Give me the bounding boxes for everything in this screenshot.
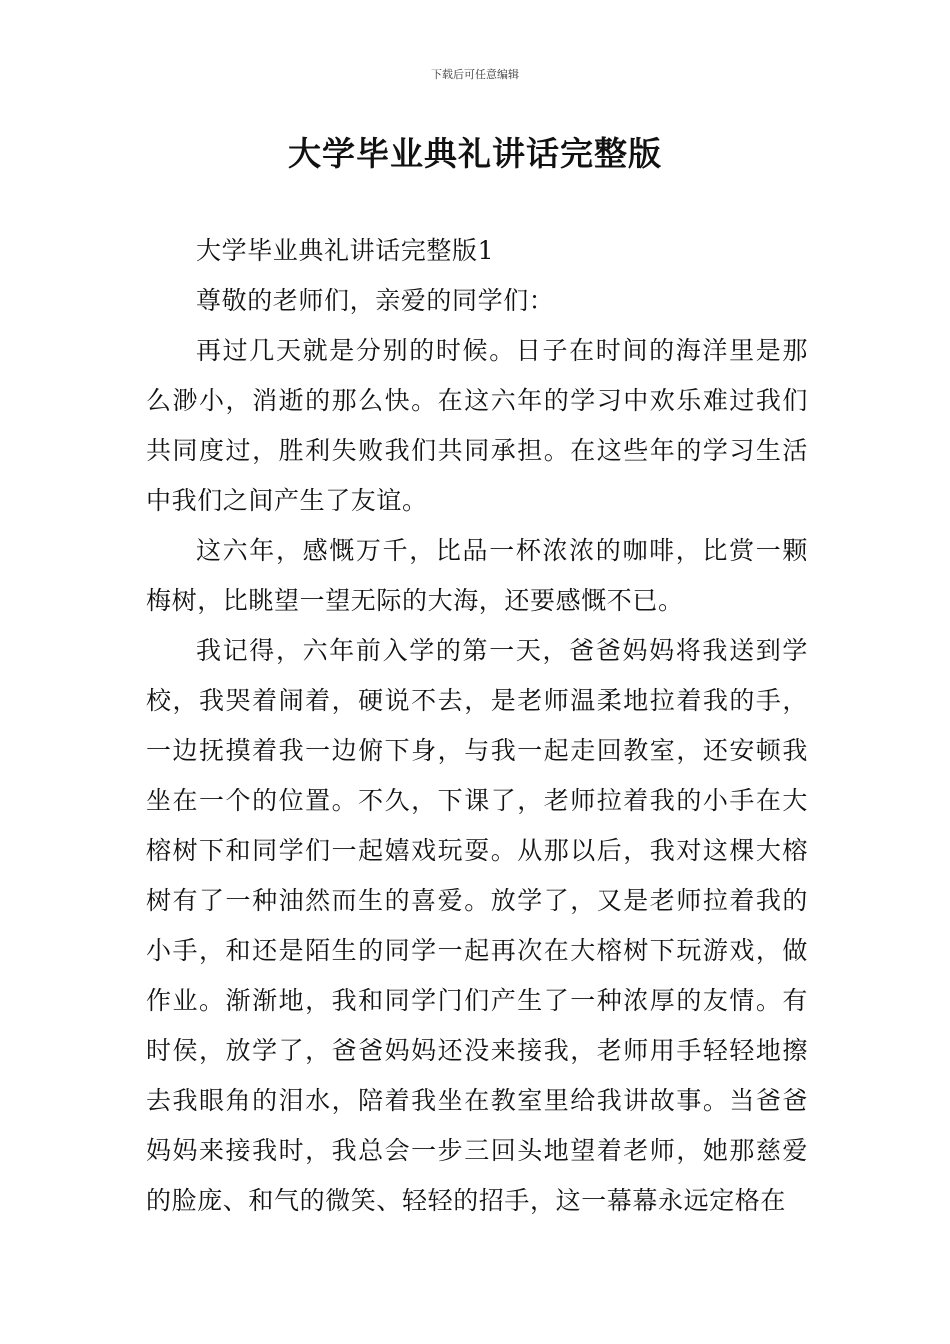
salutation: 尊敬的老师们，亲爱的同学们： bbox=[196, 286, 555, 315]
header-note: 下载后可任意编辑 bbox=[431, 68, 519, 81]
document-body bbox=[146, 226, 808, 1226]
body-paragraph: 再过几天就是分别的时候。日子在时间的海洋里是那么渺小，消逝的那么快。在这六年的学习中欢乐难过我们共同度过，胜利失败我们共同承担。在这些年的学习生活中我们之间产生了友谊。 bbox=[146, 336, 808, 515]
body-paragraph: 这六年，感慨万千，比品一杯浓浓的咖啡，比赏一颗梅树，比眺望一望无际的大海，还要感慨不已。 bbox=[146, 536, 808, 615]
document-title: 大学毕业典礼讲话完整版 bbox=[288, 134, 662, 173]
section-heading: 大学毕业典礼讲话完整版1 bbox=[196, 236, 495, 265]
body-paragraph: 我记得，六年前入学的第一天，爸爸妈妈将我送到学校，我哭着闹着，硬说不去，是老师温柔地拉着我的手，一边抚摸着我一边俯下身，与我一起走回教室，还安顿我坐在一个的位置。不久，下课了，老师拉着我的小手在大榕树下和同学们一起嬉戏玩耍。从那以后，我对这棵大榕树有了一种油然而生的喜爱。放学了，又是老师拉着我的小手，和还是陌生的同学一起再次在大榕树下玩游戏，做作业。渐渐地，我和同学门们产生了一种浓厚的友情。有时侯，放学了，爸爸妈妈还没来接我，老师用手轻轻地擦去我眼角的泪水，陪着我坐在教室里给我讲故事。当爸爸妈妈来接我时，我总会一步三回头地望着老师，她那慈爱的脸庞、和气的微笑、轻轻的招手，这一幕幕永远定格在 bbox=[146, 636, 808, 1215]
